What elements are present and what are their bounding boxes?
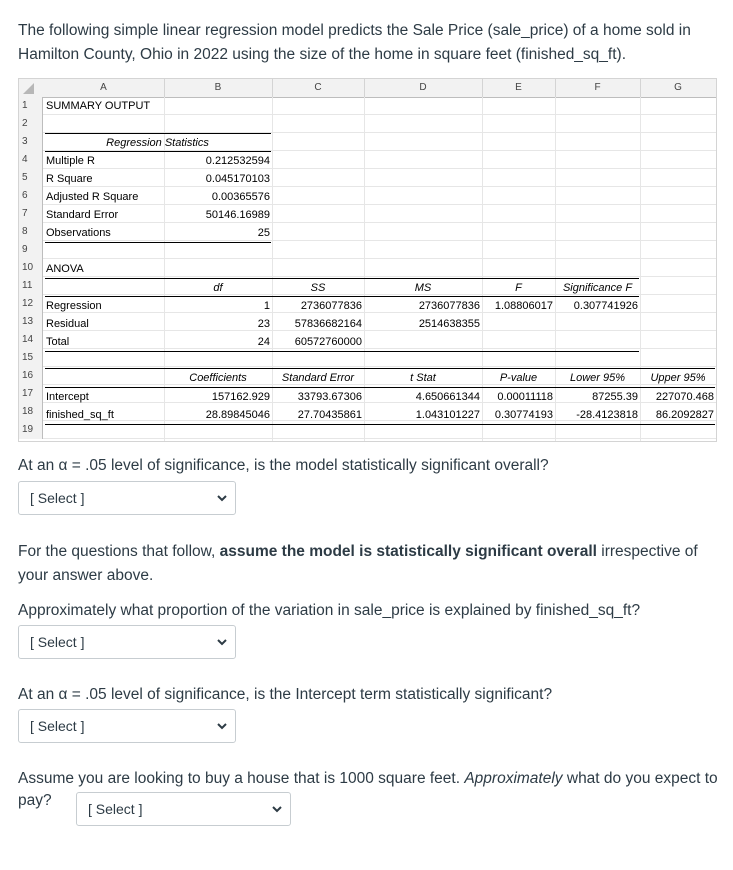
row-header: 19: [19, 421, 43, 439]
anova-row-df: 24: [257, 336, 270, 348]
assumption-text-end: irrespective of your answer above.: [18, 543, 698, 584]
row-header: 15: [19, 349, 43, 367]
coef-header-upper95: Upper 95%: [650, 372, 706, 384]
select-intercept-significance[interactable]: [18, 709, 236, 743]
chevron-down-icon: [216, 637, 228, 647]
stat-label: R Square: [46, 173, 93, 185]
coef-row-tstat: 4.650661344: [415, 391, 480, 403]
select-variation-explained[interactable]: [18, 625, 236, 659]
anova-header-sigf: Significance F: [562, 282, 633, 294]
row-header: 10: [19, 259, 43, 277]
coef-header-pvalue: P-value: [499, 372, 538, 384]
col-header-a: A: [43, 79, 165, 97]
chevron-down-icon: [271, 804, 283, 814]
anova-row-df: 1: [263, 300, 270, 312]
question-intercept-significance: At an α = .05 level of significance, is the Intercept term statistically significant?: [18, 686, 553, 703]
question-text: Assume you are looking to buy a house that is 1000 square feet.: [18, 770, 465, 787]
coef-row-pvalue: 0.30774193: [494, 409, 553, 421]
row-header: 6: [19, 187, 43, 205]
select-label: [ Select ]: [30, 718, 85, 734]
select-label: [ Select ]: [88, 801, 143, 817]
column-header-bar: [19, 79, 716, 98]
assumption-bold-text: assume the model is statistically significant overall: [219, 543, 597, 560]
coef-row-label: Intercept: [46, 391, 89, 403]
coef-row-upper95: 86.2092827: [655, 409, 714, 421]
row-header: 7: [19, 205, 43, 223]
select-label: [ Select ]: [30, 634, 85, 650]
col-header-e: E: [482, 79, 556, 97]
select-model-significance[interactable]: [18, 481, 236, 515]
anova-header-ms: MS: [414, 282, 432, 294]
chevron-down-icon: [216, 493, 228, 503]
row-header: 1: [19, 97, 43, 115]
row-header: 17: [19, 385, 43, 403]
row-header: 4: [19, 151, 43, 169]
anova-label: ANOVA: [46, 263, 84, 275]
stat-label: Adjusted R Square: [46, 191, 139, 203]
row-header: 5: [19, 169, 43, 187]
anova-row-label: Total: [46, 336, 70, 348]
coef-row-lower95: 87255.39: [592, 391, 638, 403]
question-variation-explained: Approximately what proportion of the variation in sale_price is explained by finished_sq_ft?: [18, 602, 641, 619]
col-header-f: F: [555, 79, 641, 97]
anova-row-ss: 2736077836: [300, 300, 362, 312]
anova-row-f: 1.08806017: [494, 300, 553, 312]
coef-row-label: finished_sq_ft: [46, 409, 114, 421]
regression-statistics-header: Regression Statistics: [106, 137, 209, 149]
coef-header-lower95: Lower 95%: [569, 372, 626, 384]
row-header: 13: [19, 313, 43, 331]
anova-header-ss: SS: [310, 282, 326, 294]
coef-row-coef: 157162.929: [211, 391, 270, 403]
stat-value: 50146.16989: [205, 209, 270, 221]
intro-paragraph: The following simple linear regression model predicts the Sale Price (sale_price) of a home sold in Hamilton County, Ohio in 2022 using the size of the home in square feet (finished_sq_ft).: [18, 22, 691, 63]
anova-row-ss: 57836682164: [294, 318, 362, 330]
coef-header-tstat: t Stat: [410, 372, 436, 384]
col-header-g: G: [674, 82, 682, 93]
question-model-significance: At an α = .05 level of significance, is the model statistically significant overall?: [18, 457, 549, 474]
question-text-end: what do you expect to pay?: [18, 770, 718, 809]
coef-row-coef: 28.89845046: [205, 409, 270, 421]
row-header: 16: [19, 367, 43, 385]
stat-value: 25: [257, 227, 270, 239]
row-header: 18: [19, 403, 43, 421]
col-header-c: C: [272, 79, 365, 97]
coef-header-coefficients: Coefficients: [189, 372, 247, 384]
anova-row-label: Residual: [46, 318, 89, 330]
anova-row-sigf: 0.307741926: [573, 300, 638, 312]
question-emphasis: Approximately: [464, 770, 563, 787]
select-all-triangle-icon: [21, 81, 35, 95]
coef-row-upper95: 227070.468: [655, 391, 714, 403]
excel-regression-output: [18, 78, 717, 442]
select-expected-price[interactable]: [76, 792, 291, 826]
coef-row-pvalue: 0.00011118: [497, 391, 553, 403]
coef-row-se: 33793.67306: [297, 391, 362, 403]
stat-value: 0.212532594: [205, 155, 270, 167]
anova-row-ss: 60572760000: [294, 336, 362, 348]
assumption-text: For the questions that follow,: [18, 543, 220, 560]
col-header-b: B: [164, 79, 273, 97]
stat-label: Observations: [46, 227, 111, 239]
anova-row-df: 23: [257, 318, 270, 330]
row-header: 12: [19, 295, 43, 313]
coef-row-tstat: 1.043101227: [415, 409, 480, 421]
chevron-down-icon: [216, 721, 228, 731]
stat-label: Standard Error: [46, 209, 119, 221]
row-header: 14: [19, 331, 43, 349]
coef-header-se: Standard Error: [281, 372, 355, 384]
anova-row-label: Regression: [46, 300, 102, 312]
row-header: 11: [19, 277, 43, 295]
anova-header-df: df: [213, 282, 223, 294]
row-header: 2: [19, 115, 43, 133]
row-header: 9: [19, 241, 43, 259]
row-header: 3: [19, 133, 43, 151]
stat-label: Multiple R: [46, 155, 95, 167]
row-header: 8: [19, 223, 43, 241]
summary-output-label: SUMMARY OUTPUT: [46, 100, 151, 112]
anova-row-ms: 2736077836: [418, 300, 480, 312]
assumption-paragraph: [18, 540, 713, 588]
coef-row-se: 27.70435861: [297, 409, 362, 421]
select-label: [ Select ]: [30, 490, 85, 506]
select-all-corner: [19, 79, 43, 97]
anova-row-ms: 2514638355: [418, 318, 480, 330]
stat-value: 0.045170103: [205, 173, 270, 185]
anova-header-f: F: [515, 282, 522, 294]
stat-value: 0.00365576: [211, 191, 270, 203]
coef-row-lower95: -28.4123818: [576, 409, 638, 421]
col-header-d: D: [364, 79, 483, 97]
